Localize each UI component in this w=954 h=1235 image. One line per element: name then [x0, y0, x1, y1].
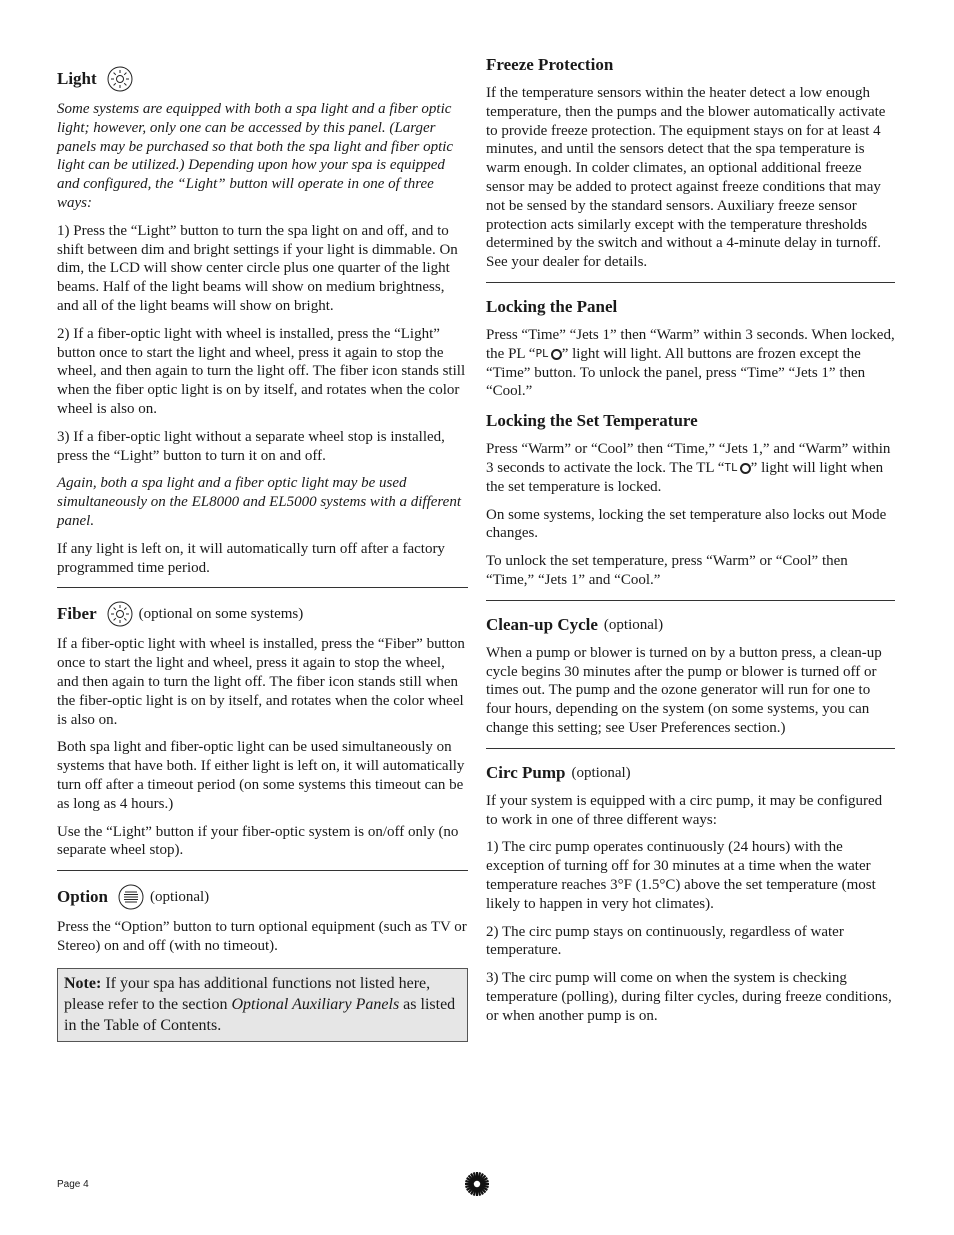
circ-heading-text: Circ Pump	[486, 762, 566, 782]
divider	[486, 748, 895, 749]
light-heading	[57, 66, 468, 92]
freeze-heading-text: Freeze Protection	[486, 55, 614, 74]
page-number: Page 4	[57, 1179, 89, 1190]
cleanup-p1: When a pump or blower is turned on by a button press, a clean-up cycle begins 30 minutes after the pump or blower is turned off or times out. The pump and the ozone generator will run for one to four hours, depending on the system (on some systems, you can change this setting; see User Preferences section.)	[486, 644, 882, 736]
divider	[57, 587, 468, 588]
fiber-icon	[107, 601, 133, 627]
locking-panel-text-a: Press “Time” “Jets 1” then “Warm” within 3 seconds. When locked, the PL “	[486, 326, 895, 362]
option-heading-text: Option	[57, 887, 109, 907]
light-intro: Some systems are equipped with both a spa light and a fiber optic light; however, only one can be accessed by this panel. (Larger panels may be purchased so that both the spa light and fiber optic light can be utilized.) Depending upon how your spa is equipped and configured, the “Light” button will operate in one of three ways:	[57, 101, 454, 211]
circ-p2: 1) The circ pump operates continuously (24 hours) with the exception of turning off for 30 minutes at a time when the water temperature reaches 3°F (1.5°C) above the set temperature (most likely to happen in very hot climates).	[486, 839, 876, 912]
locking-panel-heading	[486, 296, 895, 318]
divider	[486, 600, 895, 601]
indicator-circle-icon	[551, 349, 562, 360]
note-box	[57, 968, 468, 1042]
fiber-p1: If a fiber-optic light with wheel is installed, press the “Fiber” button once to start the light and wheel, press it again to stop the wheel, and then again to turn the light off. The fiber icon stands still when the fiber-optic light is on by itself, and rotates when the color wheel is also on.	[57, 636, 465, 728]
option-optional: (optional)	[150, 889, 210, 906]
light-icon	[107, 66, 133, 92]
locking-temp-heading	[486, 410, 895, 432]
temp-lock-glyph: TL	[724, 460, 738, 474]
cleanup-heading	[486, 614, 895, 636]
light-auto-off: If any light is left on, it will automatically turn off after a factory programmed time period.	[57, 540, 445, 576]
fiber-heading-text: Fiber	[57, 604, 97, 624]
note-text-2: as listed in the Table of Contents.	[64, 995, 456, 1034]
circ-p4: 3) The circ pump will come on when the system is checking temperature (polling), during filter cycles, during freeze conditions, or when another pump is on.	[486, 970, 892, 1024]
cleanup-optional: (optional)	[603, 616, 664, 633]
locking-temp-p2: On some systems, locking the set temperature also locks out Mode changes.	[486, 506, 887, 542]
circ-heading	[486, 762, 895, 784]
indicator-circle-icon	[740, 463, 751, 474]
locking-temp-p3: To unlock the set temperature, press “Warm” or “Cool” then “Time,” “Jets 1” and “Cool.”	[486, 553, 848, 588]
light-heading-text: Light	[57, 69, 97, 88]
fiber-optional: (optional on some systems)	[138, 606, 304, 623]
note-label: Note:	[64, 974, 102, 992]
fiber-p3: Use the “Light” button if your fiber-optic system is on/off only (no separate wheel stop).	[57, 823, 459, 859]
right-column	[486, 54, 895, 1034]
panel-lock-icon	[535, 345, 561, 364]
locking-panel-heading-text: Locking the Panel	[486, 296, 618, 316]
temp-lock-icon	[724, 459, 750, 478]
fiber-heading	[57, 601, 468, 627]
option-p1: Press the “Option” button to turn optional equipment (such as TV or Stereo) on and off (with no timeout).	[57, 919, 467, 954]
note-text-1: If your spa has additional functions not listed here, please refer to the section	[64, 974, 431, 1013]
light-again-note: Again, both a spa light and a fiber optic light may be used simultaneously on the EL8000 and EL5000 systems with a different panel.	[57, 475, 462, 529]
circ-optional: (optional)	[571, 764, 631, 781]
light-way-2: 2) If a fiber-optic light with wheel is installed, press the “Light” button once to start the light and wheel, press it again to stop the wheel, and then again to turn the light off. The fiber icon stands still when the fiber optic light is on by itself, and rotates when the color wheel is also on.	[57, 325, 466, 417]
circ-p3: 2) The circ pump stays on continuously, regardless of water temperature.	[486, 923, 844, 959]
light-way-1: 1) Press the “Light” button to turn the spa light on and off, and to shift between dim and bright settings if your light is dimmable. On dim, the LCD will show center circle plus one quarter of the light beams. Half of the light beams will show on medium brightness, and all of the light beams will show on bright.	[57, 222, 458, 314]
locking-panel-text-b: ” light will light. All buttons are frozen except the “Time” button. To unlock the panel, press “Time” “Jets 1” then “Cool.”	[486, 345, 866, 400]
freeze-p1: If the temperature sensors within the heater detect a low enough temperature, then the pumps and the blower automatically activate to provide freeze protection. The equipment stays on for at least 4 minutes, and until the sensors detect that the spa temperature is warm enough. In colder climates, an optional additional freeze sensor may be added to protect against freeze conditions that may not be sensed by the standard sensors. Auxiliary freeze sensor protection acts similarly except with the temperature thresholds determined by the switch and without a 4-minute delay in turnoff. See your dealer for details.	[486, 85, 886, 271]
locking-temp-text-b: ” light will light when the set temperature is locked.	[486, 459, 884, 495]
light-way-3: 3) If a fiber-optic light without a separate wheel stop is installed, press the “Light” button to turn it on and off.	[57, 428, 445, 464]
locking-temp-p1	[486, 440, 895, 496]
fiber-p2: Both spa light and fiber-optic light can be used simultaneously on systems that have both. If either light is left on, it will automatically turn off after a timeout period (on some systems this timeout can be as long as 4 hours.)	[57, 739, 465, 812]
note-italic: Optional Auxiliary Panels	[231, 995, 400, 1013]
left-column	[57, 54, 468, 1042]
locking-panel-p1	[486, 326, 895, 401]
divider	[57, 870, 468, 871]
circ-p1: If your system is equipped with a circ pump, it may be configured to work in one of three different ways:	[486, 792, 883, 828]
locking-temp-text-a: Press “Warm” or “Cool” then “Time,” “Jets 1,” and “Warm” within 3 seconds to activate the lock. The TL “	[486, 441, 891, 476]
locking-temp-heading-text: Locking the Set Temperature	[486, 411, 698, 431]
panel-lock-glyph: PL	[535, 346, 549, 360]
option-icon	[118, 884, 144, 910]
freeze-heading	[486, 54, 895, 76]
sunburst-logo-icon	[464, 1171, 490, 1202]
divider	[486, 282, 895, 283]
cleanup-heading-text: Clean-up Cycle	[486, 614, 598, 634]
option-heading	[57, 884, 468, 910]
